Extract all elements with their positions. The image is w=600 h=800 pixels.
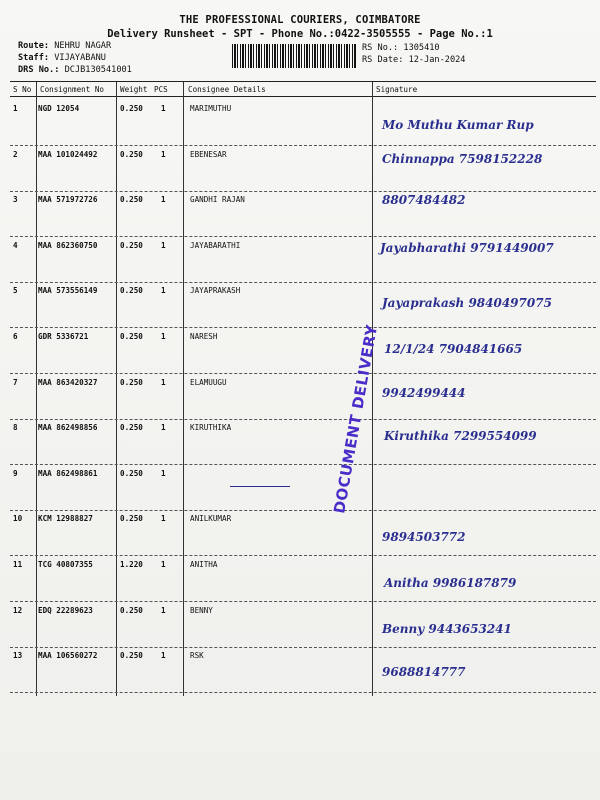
consignee-cell: KIRUTHIKA — [190, 423, 232, 433]
route-value: NEHRU NAGAR — [54, 41, 112, 51]
handwritten-signature: 9688814777 — [382, 665, 466, 680]
header-bottom-rule — [10, 96, 596, 97]
consignee-cell: EBENESAR — [190, 149, 227, 159]
handwritten-signature: 12/1/24 7904841665 — [384, 342, 523, 356]
consignment-cell: NGD 12054 — [38, 104, 80, 113]
handwritten-signature: 8807484482 — [382, 193, 466, 208]
table-row — [10, 100, 596, 146]
sno-cell: 11 — [13, 560, 23, 569]
handwritten-signature: Anitha 9986187879 — [384, 576, 517, 590]
consignee-cell: JAYABARATHI — [190, 240, 241, 250]
consignee-cell: ANILKUMAR — [190, 514, 232, 524]
handwritten-signature: Chinnappa 7598152228 — [382, 151, 543, 166]
pen-mark — [230, 486, 290, 487]
sno-cell: 12 — [13, 605, 23, 615]
col-header-consignee: Consignee Details — [188, 85, 266, 94]
route-line — [18, 41, 111, 51]
consignment-cell: KCM 12988827 — [38, 514, 93, 524]
handwritten-signature: 9894503772 — [382, 530, 466, 545]
handwritten-signature: Mo Muthu Kumar Rup — [382, 118, 534, 132]
sno-cell: 6 — [13, 332, 18, 341]
pcs-cell: 1 — [161, 240, 166, 250]
table-row — [10, 328, 596, 374]
barcode — [232, 44, 356, 68]
staff-label: Staff: — [18, 53, 50, 63]
table-row — [10, 237, 596, 283]
pcs-cell: 1 — [161, 332, 166, 341]
table-row — [10, 602, 596, 648]
pcs-cell: 1 — [161, 149, 166, 159]
pcs-cell: 1 — [161, 468, 166, 478]
sno-cell: 3 — [13, 195, 18, 205]
table-row — [10, 282, 596, 328]
sno-cell: 10 — [13, 514, 23, 524]
weight-cell: 0.250 — [120, 240, 143, 250]
table-row — [10, 556, 596, 602]
weight-cell: 0.250 — [120, 286, 143, 296]
handwritten-signature: Benny 9443653241 — [382, 621, 512, 636]
consignment-cell: TCG 40807355 — [38, 560, 93, 569]
drs-label: DRS No.: — [18, 65, 60, 75]
table-row — [10, 465, 596, 511]
weight-cell: 0.250 — [120, 514, 143, 524]
route-label: Route: — [18, 41, 50, 51]
sno-cell: 8 — [13, 423, 18, 433]
pcs-cell: 1 — [161, 514, 166, 524]
sno-cell: 2 — [13, 149, 18, 159]
row-separator — [10, 692, 596, 693]
drs-line — [18, 65, 132, 75]
weight-cell: 0.250 — [120, 104, 143, 113]
consignment-cell: MAA 862498856 — [38, 423, 98, 433]
weight-cell: 0.250 — [120, 651, 143, 661]
weight-cell: 0.250 — [120, 423, 143, 433]
weight-cell: 0.250 — [120, 377, 143, 387]
consignment-cell: MAA 862498861 — [38, 468, 98, 478]
col-header-signature: Signature — [376, 85, 418, 94]
rs-date: RS Date: 12-Jan-2024 — [362, 55, 466, 65]
col-header-sno: S No — [13, 85, 32, 94]
col-header-pcs: PCS — [154, 85, 168, 94]
table-row — [10, 374, 596, 420]
sno-cell: 13 — [13, 651, 23, 661]
consignment-cell: EDQ 22289623 — [38, 605, 93, 615]
consignee-cell: RSK — [190, 651, 204, 661]
pcs-cell: 1 — [161, 286, 166, 296]
consignee-cell: ELAMUUGU — [190, 377, 227, 387]
table-row — [10, 510, 596, 556]
weight-cell: 0.250 — [120, 195, 143, 205]
handwritten-signature: Jayaprakash 9840497075 — [382, 296, 552, 311]
consignee-cell: ANITHA — [190, 560, 218, 569]
consignee-cell: NARESH — [190, 332, 218, 341]
sno-cell: 5 — [13, 286, 18, 296]
consignment-cell: MAA 571972726 — [38, 195, 98, 205]
sno-cell: 1 — [13, 104, 18, 113]
rs-number: RS No.: 1305410 — [362, 43, 440, 53]
drs-value: DCJB130541001 — [64, 65, 132, 75]
consignment-cell: MAA 863420327 — [38, 377, 98, 387]
handwritten-signature: Jayabharathi 9791449007 — [380, 240, 554, 255]
consignee-cell: MARIMUTHU — [190, 104, 232, 113]
table-row — [10, 191, 596, 237]
staff-line — [18, 53, 106, 63]
weight-cell: 0.250 — [120, 605, 143, 615]
table-row — [10, 146, 596, 192]
consignment-cell: MAA 101024492 — [38, 149, 98, 159]
consignee-cell: BENNY — [190, 605, 213, 615]
weight-cell: 1.220 — [120, 560, 143, 569]
weight-cell: 0.250 — [120, 468, 143, 478]
company-title: THE PROFESSIONAL COURIERS, COIMBATORE — [179, 14, 421, 26]
consignment-cell: MAA 573556149 — [38, 286, 98, 296]
pcs-cell: 1 — [161, 423, 166, 433]
table-row — [10, 419, 596, 465]
sno-cell: 9 — [13, 468, 18, 478]
document-delivery-stamp: DOCUMENT DELIVERY — [330, 323, 382, 515]
sno-cell: 7 — [13, 377, 18, 387]
consignee-cell: JAYAPRAKASH — [190, 286, 241, 296]
consignee-cell: GANDHI RAJAN — [190, 195, 245, 205]
sno-cell: 4 — [13, 240, 18, 250]
weight-cell: 0.250 — [120, 149, 143, 159]
pcs-cell: 1 — [161, 104, 166, 113]
consignment-cell: MAA 862360750 — [38, 240, 98, 250]
header-top-rule — [10, 81, 596, 82]
pcs-cell: 1 — [161, 195, 166, 205]
table-row — [10, 647, 596, 693]
pcs-cell: 1 — [161, 560, 166, 569]
staff-value: VIJAYABANU — [54, 53, 106, 63]
pcs-cell: 1 — [161, 651, 166, 661]
pcs-cell: 1 — [161, 605, 166, 615]
consignment-cell: GDR 5336721 — [38, 332, 89, 341]
runsheet-subtitle: Delivery Runsheet - SPT - Phone No.:0422-3505555 - Page No.:1 — [107, 28, 493, 40]
pcs-cell: 1 — [161, 377, 166, 387]
col-header-consignment: Consignment No — [40, 85, 105, 94]
handwritten-signature: Kiruthika 7299554099 — [384, 429, 537, 444]
consignment-cell: MAA 106560272 — [38, 651, 98, 661]
weight-cell: 0.250 — [120, 332, 143, 341]
handwritten-signature: 9942499444 — [382, 385, 466, 400]
col-header-weight: Weight — [120, 85, 148, 94]
